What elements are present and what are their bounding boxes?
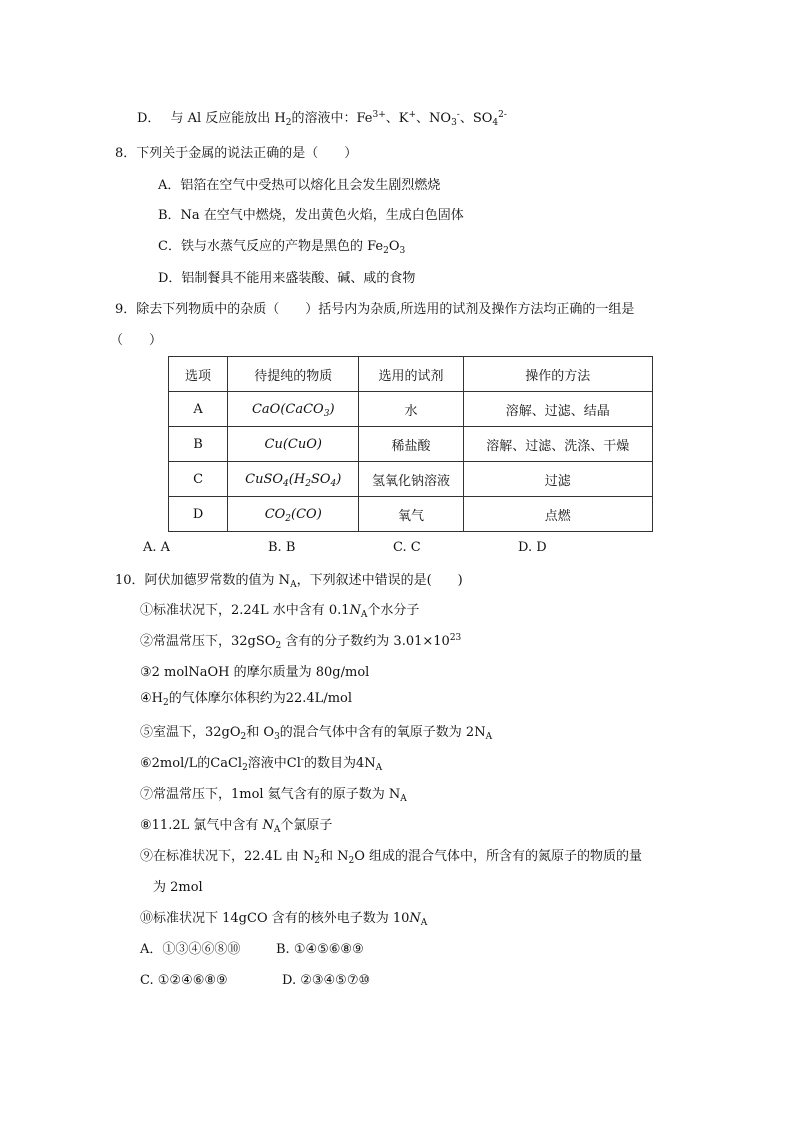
q8-option-d: D．铝制餐具不能用来盛装酸、碱、咸的食物 (158, 271, 416, 286)
q10-statement-1 (140, 602, 419, 620)
statement-text: ⑨在标准状况下，22.4L 由 N (140, 849, 315, 864)
table-cell-reagent: 氧气 (359, 497, 463, 532)
subscript: 2 (314, 856, 320, 866)
q9-stem-cont: （ ） (110, 333, 163, 348)
table-cell-reagent: 氢氧化钠溶液 (359, 462, 463, 497)
subscript: 2 (240, 732, 247, 742)
superscript: - (300, 755, 304, 765)
formula-text: ) (329, 401, 335, 417)
statement-text: N (262, 818, 274, 833)
subscript: 2 (285, 513, 292, 524)
formula-text: CaO(CaCO (251, 401, 324, 417)
statement-text: 的气体摩尔体积约为22.4L/mol (168, 691, 353, 706)
table-cell-option: D (169, 497, 228, 532)
option-text: 与 Al 反应能放出 H (170, 111, 286, 126)
formula-text: (CO) (291, 506, 322, 522)
formula-text: (H (288, 471, 306, 487)
q9-table (168, 356, 653, 532)
superscript: 23 (449, 633, 462, 643)
q9-choice-b: B. B (268, 540, 296, 555)
table-cell-substance (228, 497, 359, 532)
subscript: 2 (305, 478, 311, 489)
q7-option-d (137, 110, 507, 128)
q10-stem (115, 572, 463, 590)
q10-option-c: C. ①②④⑥⑧⑨ (140, 973, 228, 988)
q9-choice-a: A. A (143, 540, 171, 555)
statement-text: 和 N (319, 849, 349, 864)
statement-text: ⑤室温下，32gO (140, 725, 241, 740)
subscript: 4 (283, 478, 289, 489)
q8-option-b: B．Na 在空气中燃烧，发出黄色火焰，生成白色固体 (158, 208, 464, 223)
q10-statement-9-cont: 为 2mol (153, 880, 203, 895)
subscript: 3 (323, 408, 330, 419)
statement-text: ④H (140, 691, 163, 706)
table-cell-reagent: 稀盐酸 (359, 427, 463, 462)
subscript: 3 (399, 246, 406, 256)
superscript: 2- (498, 110, 507, 120)
superscript: 3+ (372, 110, 386, 120)
statement-text: N (349, 603, 361, 618)
table-header: 操作的方法 (463, 357, 652, 392)
statement-text: 个水分子 (367, 603, 420, 618)
table-header: 选用的试剂 (359, 357, 463, 392)
table-cell-reagent: 水 (359, 392, 463, 427)
subscript: 2 (163, 698, 169, 708)
option-text: 、SO (459, 111, 493, 126)
table-cell-substance: $CuSO_4(H_2SO_4)$ (228, 462, 359, 497)
subscript: 2 (383, 246, 389, 256)
q10-statement-6 (140, 755, 382, 773)
table-cell-method: 点燃 (463, 497, 652, 532)
q8-option-c (158, 238, 405, 256)
table-header: 选项 (169, 357, 228, 392)
q10-statement-5 (140, 724, 492, 742)
q10-option-b: B. ①④⑤⑥⑧⑨ (276, 942, 364, 957)
q10-statement-7 (140, 786, 407, 804)
q10-statement-2 (140, 633, 461, 651)
option-text: C．铁与水蒸气反应的产物是黑色的 Fe (158, 239, 384, 254)
subscript: A (400, 794, 407, 804)
table-row (169, 392, 653, 427)
q8-stem: 8．下列关于金属的说法正确的是（ ） (115, 146, 358, 161)
formula-text: Cu(CuO) (264, 436, 322, 452)
q10-statement-4 (140, 690, 352, 708)
table-row (169, 427, 653, 462)
subscript: 2 (285, 118, 292, 128)
option-text: O (388, 239, 400, 254)
formula-text: ) (336, 471, 342, 487)
q10-statement-8 (140, 817, 332, 835)
table-header-row (169, 357, 653, 392)
q10-option-a: A．①③④⑥⑧⑩ (140, 942, 241, 957)
q8-option-a: A．铝箔在空气中受热可以熔化且会发生剧烈燃烧 (158, 178, 441, 193)
stem-text: ，下列叙述中错误的是( ) (296, 573, 463, 588)
q10-statement-10 (140, 910, 427, 928)
table-cell-substance (228, 427, 359, 462)
table-header: 待提纯的物质 (228, 357, 359, 392)
statement-text: 的数目为4N (303, 756, 376, 771)
subscript: A (485, 732, 493, 742)
subscript: A (420, 918, 428, 928)
statement-text: 个氯原子 (280, 818, 333, 833)
statement-text: N (409, 911, 421, 926)
subscript: A (360, 610, 368, 620)
subscript: A (273, 825, 281, 835)
table-cell-option: B (169, 427, 228, 462)
table-cell-substance (228, 392, 359, 427)
superscript: + (408, 110, 417, 120)
statement-text: O 组成的混合气体中，所含有的氮原子的物质的量 (354, 849, 642, 864)
superscript: - (456, 110, 460, 120)
statement-text: ⑦常温常压下，1mol 氦气含有的原子数为 N (140, 787, 401, 802)
table-cell-method: 溶解、过滤、结晶 (463, 392, 652, 427)
table-row (169, 497, 653, 532)
q10-statement-3: ③2 molNaOH 的摩尔质量为 80g/mol (140, 665, 370, 680)
statement-text: 和 O (246, 725, 275, 740)
formula-text: CuSO (245, 471, 284, 487)
subscript: 4 (492, 118, 499, 128)
table-row (169, 462, 653, 497)
subscript: 3 (451, 118, 457, 128)
subscript: 3 (274, 732, 280, 742)
q9-choice-c: C. C (393, 540, 421, 555)
subscript: A (375, 763, 383, 773)
statement-text: ⑥2mol/L的CaCl (140, 756, 243, 771)
statement-text: ①标准状况下，2.24L 水中含有 0.1 (140, 603, 350, 618)
q9-stem: 9．除去下列物质中的杂质（ ）括号内为杂质,所选用的试剂及操作方法均正确的一组是 (115, 302, 635, 317)
statement-text: 含有的分子数约为 3.01×10 (281, 634, 450, 649)
statement-text: 溶液中Cl (247, 756, 301, 771)
statement-text: ⑧11.2L 氯气中含有 (140, 818, 263, 833)
q10-option-d: D. ②③④⑤⑦⑩ (282, 973, 371, 988)
table-cell-option: C (169, 462, 228, 497)
statement-text: ②常温常压下，32gSO (140, 634, 276, 649)
formula-text: SO (310, 471, 331, 487)
table-cell-option: A (169, 392, 228, 427)
q10-statement-9 (140, 848, 642, 866)
table-cell-method: 溶解、过滤、洗涤、干燥 (463, 427, 652, 462)
option-text: 、NO (416, 111, 452, 126)
formula-text: CO (264, 506, 286, 522)
subscript: 2 (348, 856, 355, 866)
option-text: 、K (385, 111, 409, 126)
option-text: 的溶液中：Fe (291, 111, 373, 126)
option-label: D． (137, 111, 161, 126)
subscript: 2 (242, 763, 248, 773)
table-cell-method: 过滤 (463, 462, 652, 497)
subscript: A (290, 580, 297, 590)
statement-text: ⑩标准状况下 14gCO 含有的核外电子数为 10 (140, 911, 410, 926)
subscript: 2 (275, 641, 282, 651)
stem-text: 10．阿伏加德罗常数的值为 N (115, 573, 291, 588)
q9-choice-d: D. D (518, 540, 547, 555)
statement-text: 的混合气体中含有的氧原子数为 2N (279, 725, 486, 740)
